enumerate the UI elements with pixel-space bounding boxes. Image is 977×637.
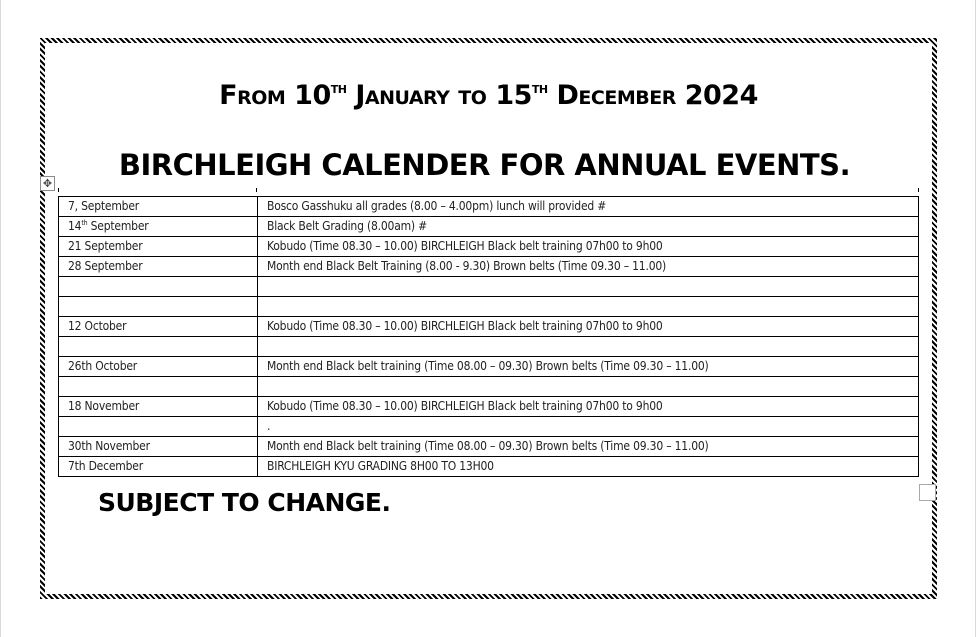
table-row[interactable] (59, 457, 919, 477)
heading-sup-2: th (531, 78, 548, 97)
date-range-heading (40, 78, 937, 111)
date-day: 14 (68, 219, 82, 233)
table-row[interactable] (59, 397, 919, 417)
subject-to-change-note: SUBJECT TO CHANGE. (98, 488, 391, 517)
heading-end: December 2024 (547, 80, 758, 111)
table-row[interactable] (59, 277, 919, 297)
table-row[interactable] (59, 197, 919, 217)
table-guide-mid (256, 188, 257, 192)
event-description[interactable]: Month end Black belt training (Time 08.00 – 09.30) Brown belts (Time 09.30 – 11.00) (258, 437, 919, 457)
table-resize-handle[interactable] (919, 484, 936, 501)
page-edge-right (975, 0, 976, 637)
table-guide-right (918, 188, 919, 192)
event-date[interactable]: 21 September (59, 237, 258, 257)
table-row[interactable] (59, 297, 919, 317)
event-description[interactable]: Month end Black Belt Training (8.00 - 9.30) Brown belts (Time 09.30 – 11.00) (258, 257, 919, 277)
calendar-title: BIRCHLEIGH CALENDER FOR ANNUAL EVENTS. (118, 148, 851, 182)
event-date[interactable] (59, 217, 258, 237)
event-date[interactable] (59, 277, 258, 297)
event-date[interactable]: 7, September (59, 197, 258, 217)
event-date[interactable]: 18 November (59, 397, 258, 417)
events-table[interactable] (58, 196, 919, 477)
event-description[interactable] (258, 337, 919, 357)
table-row[interactable] (59, 317, 919, 337)
event-description[interactable]: Kobudo (Time 08.30 – 10.00) BIRCHLEIGH Black belt training 07h00 to 9h00 (258, 237, 919, 257)
event-date[interactable] (59, 417, 258, 437)
event-date[interactable]: 28 September (59, 257, 258, 277)
date-ordinal: th (81, 219, 88, 227)
event-date[interactable] (59, 337, 258, 357)
event-description[interactable]: Kobudo (Time 08.30 – 10.00) BIRCHLEIGH Black belt training 07h00 to 9h00 (258, 317, 919, 337)
table-row[interactable] (59, 257, 919, 277)
table-row[interactable] (59, 437, 919, 457)
event-date[interactable]: 30th November (59, 437, 258, 457)
event-description[interactable]: Black Belt Grading (8.00am) # (258, 217, 919, 237)
event-date[interactable]: 26th October (59, 357, 258, 377)
heading-from: From 10 (219, 80, 331, 111)
table-guide-left (58, 188, 59, 192)
event-description[interactable]: BIRCHLEIGH KYU GRADING 8H00 TO 13H00 (258, 457, 919, 477)
event-description[interactable] (258, 297, 919, 317)
heading-middle: January to 15 (346, 80, 532, 111)
event-description[interactable]: Kobudo (Time 08.30 – 10.00) BIRCHLEIGH Black belt training 07h00 to 9h00 (258, 397, 919, 417)
event-description[interactable]: . (258, 417, 919, 437)
event-description[interactable] (258, 277, 919, 297)
table-move-handle-icon[interactable]: ✥ (40, 176, 55, 191)
event-description[interactable] (258, 377, 919, 397)
table-row[interactable] (59, 337, 919, 357)
date-month: September (87, 219, 149, 233)
event-date[interactable]: 7th December (59, 457, 258, 477)
table-row[interactable] (59, 377, 919, 397)
event-date[interactable] (59, 297, 258, 317)
table-row[interactable] (59, 417, 919, 437)
event-description[interactable]: Bosco Gasshuku all grades (8.00 – 4.00pm) lunch will provided # (258, 197, 919, 217)
page-edge-left (0, 0, 1, 637)
table-row[interactable] (59, 237, 919, 257)
event-description[interactable]: Month end Black belt training (Time 08.00 – 09.30) Brown belts (Time 09.30 – 11.00) (258, 357, 919, 377)
event-date[interactable] (59, 377, 258, 397)
table-row[interactable] (59, 217, 919, 237)
event-date[interactable]: 12 October (59, 317, 258, 337)
heading-sup-1: th (330, 78, 347, 97)
table-row[interactable] (59, 357, 919, 377)
